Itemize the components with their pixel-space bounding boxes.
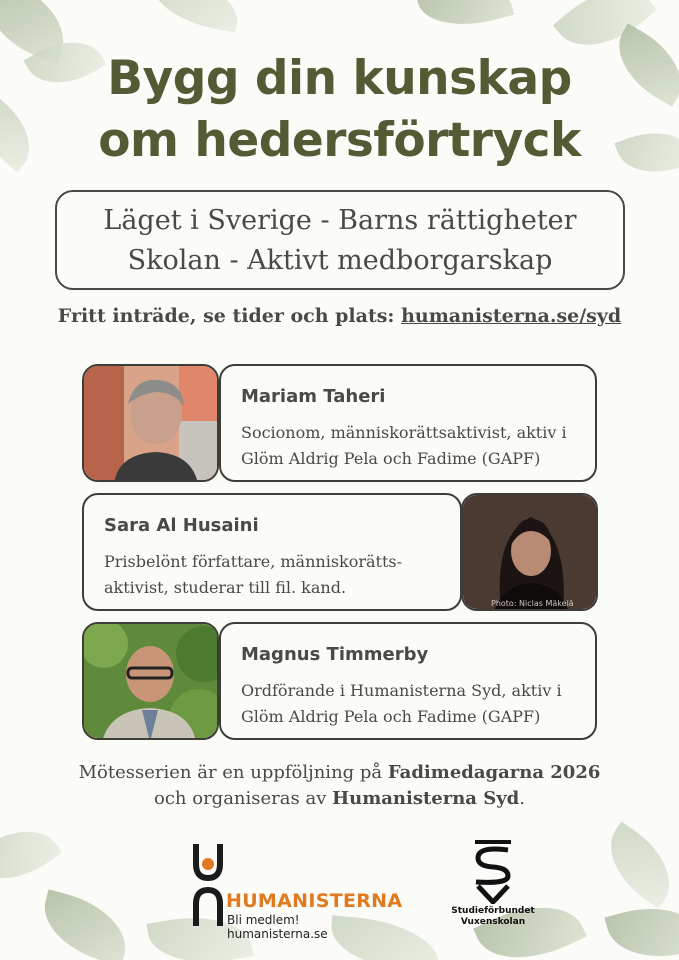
leaf-decoration <box>34 889 135 960</box>
speaker-desc-line: Glöm Aldrig Pela och Fadime (GAPF) <box>241 707 541 726</box>
title-line-1: Bygg din kunskap <box>107 51 572 106</box>
footer-line-2 <box>0 786 679 812</box>
sv-logo[interactable] <box>448 838 538 933</box>
footer-bold-span: Fadimedagarna 2026 <box>387 762 601 783</box>
footer-text-span: Mötesserien är en uppföljning på <box>78 762 388 783</box>
photo-credit: Photo: Niclas Mäkelä <box>491 599 574 608</box>
title-line-2: om hedersförtryck <box>98 113 581 168</box>
topics-line-1: Läget i Sverige - Barns rättigheter <box>103 205 577 236</box>
speaker-card-mariam <box>219 364 597 482</box>
sv-name-line-1: Studieförbundet <box>451 906 535 916</box>
speaker-photo-sara <box>461 493 598 611</box>
sv-name-line-2: Vuxenskolan <box>460 917 526 927</box>
speaker-desc-line: Socionom, människorättsaktivist, aktiv i <box>241 423 567 442</box>
footer-bold-span: Humanisterna Syd <box>332 788 520 809</box>
speaker-description <box>104 549 402 601</box>
speaker-name: Mariam Taheri <box>241 386 386 407</box>
leaf-decoration <box>147 0 243 32</box>
speaker-photo-mariam <box>82 364 219 482</box>
leaf-decoration <box>604 894 679 960</box>
leaf-decoration <box>0 812 62 899</box>
footer-text-span: . <box>519 788 525 809</box>
footer-text-span: och organiseras av <box>154 788 333 809</box>
topics-box <box>55 190 625 290</box>
leaf-decoration <box>416 0 515 38</box>
speaker-description <box>241 678 562 730</box>
speaker-name: Magnus Timmerby <box>241 644 429 665</box>
entry-link[interactable]: humanisterna.se/syd <box>401 305 622 327</box>
leaf-decoration <box>593 822 679 909</box>
portrait-illustration <box>84 624 219 740</box>
topics-line-2: Skolan - Aktivt medborgarskap <box>127 245 553 276</box>
entry-text: Fritt inträde, se tider och plats: <box>57 305 402 327</box>
portrait-illustration <box>463 495 598 611</box>
footer-text <box>0 760 679 812</box>
humanisterna-mark-icon <box>190 842 230 932</box>
speaker-desc-line: aktivist, studerar till fil. kand. <box>104 578 347 597</box>
humanisterna-brand: HUMANISTERNA <box>226 890 403 912</box>
humanisterna-logo[interactable] <box>190 842 403 941</box>
speaker-card-sara <box>82 493 462 611</box>
page-title <box>0 48 679 172</box>
sv-mark-icon <box>448 838 538 904</box>
speaker-name: Sara Al Husaini <box>104 515 259 536</box>
speaker-desc-line: Prisbelönt författare, människorätts- <box>104 552 403 571</box>
entry-info <box>0 305 679 327</box>
speaker-desc-line: Glöm Aldrig Pela och Fadime (GAPF) <box>241 449 541 468</box>
portrait-illustration <box>84 366 219 482</box>
speaker-card-magnus <box>219 622 597 740</box>
footer-line-1 <box>0 760 679 786</box>
humanisterna-tagline: Bli medlem! humanisterna.se <box>227 913 328 941</box>
speaker-photo-magnus <box>82 622 219 740</box>
speaker-desc-line: Ordförande i Humanisterna Syd, aktiv i <box>241 681 562 700</box>
speaker-description <box>241 420 567 472</box>
